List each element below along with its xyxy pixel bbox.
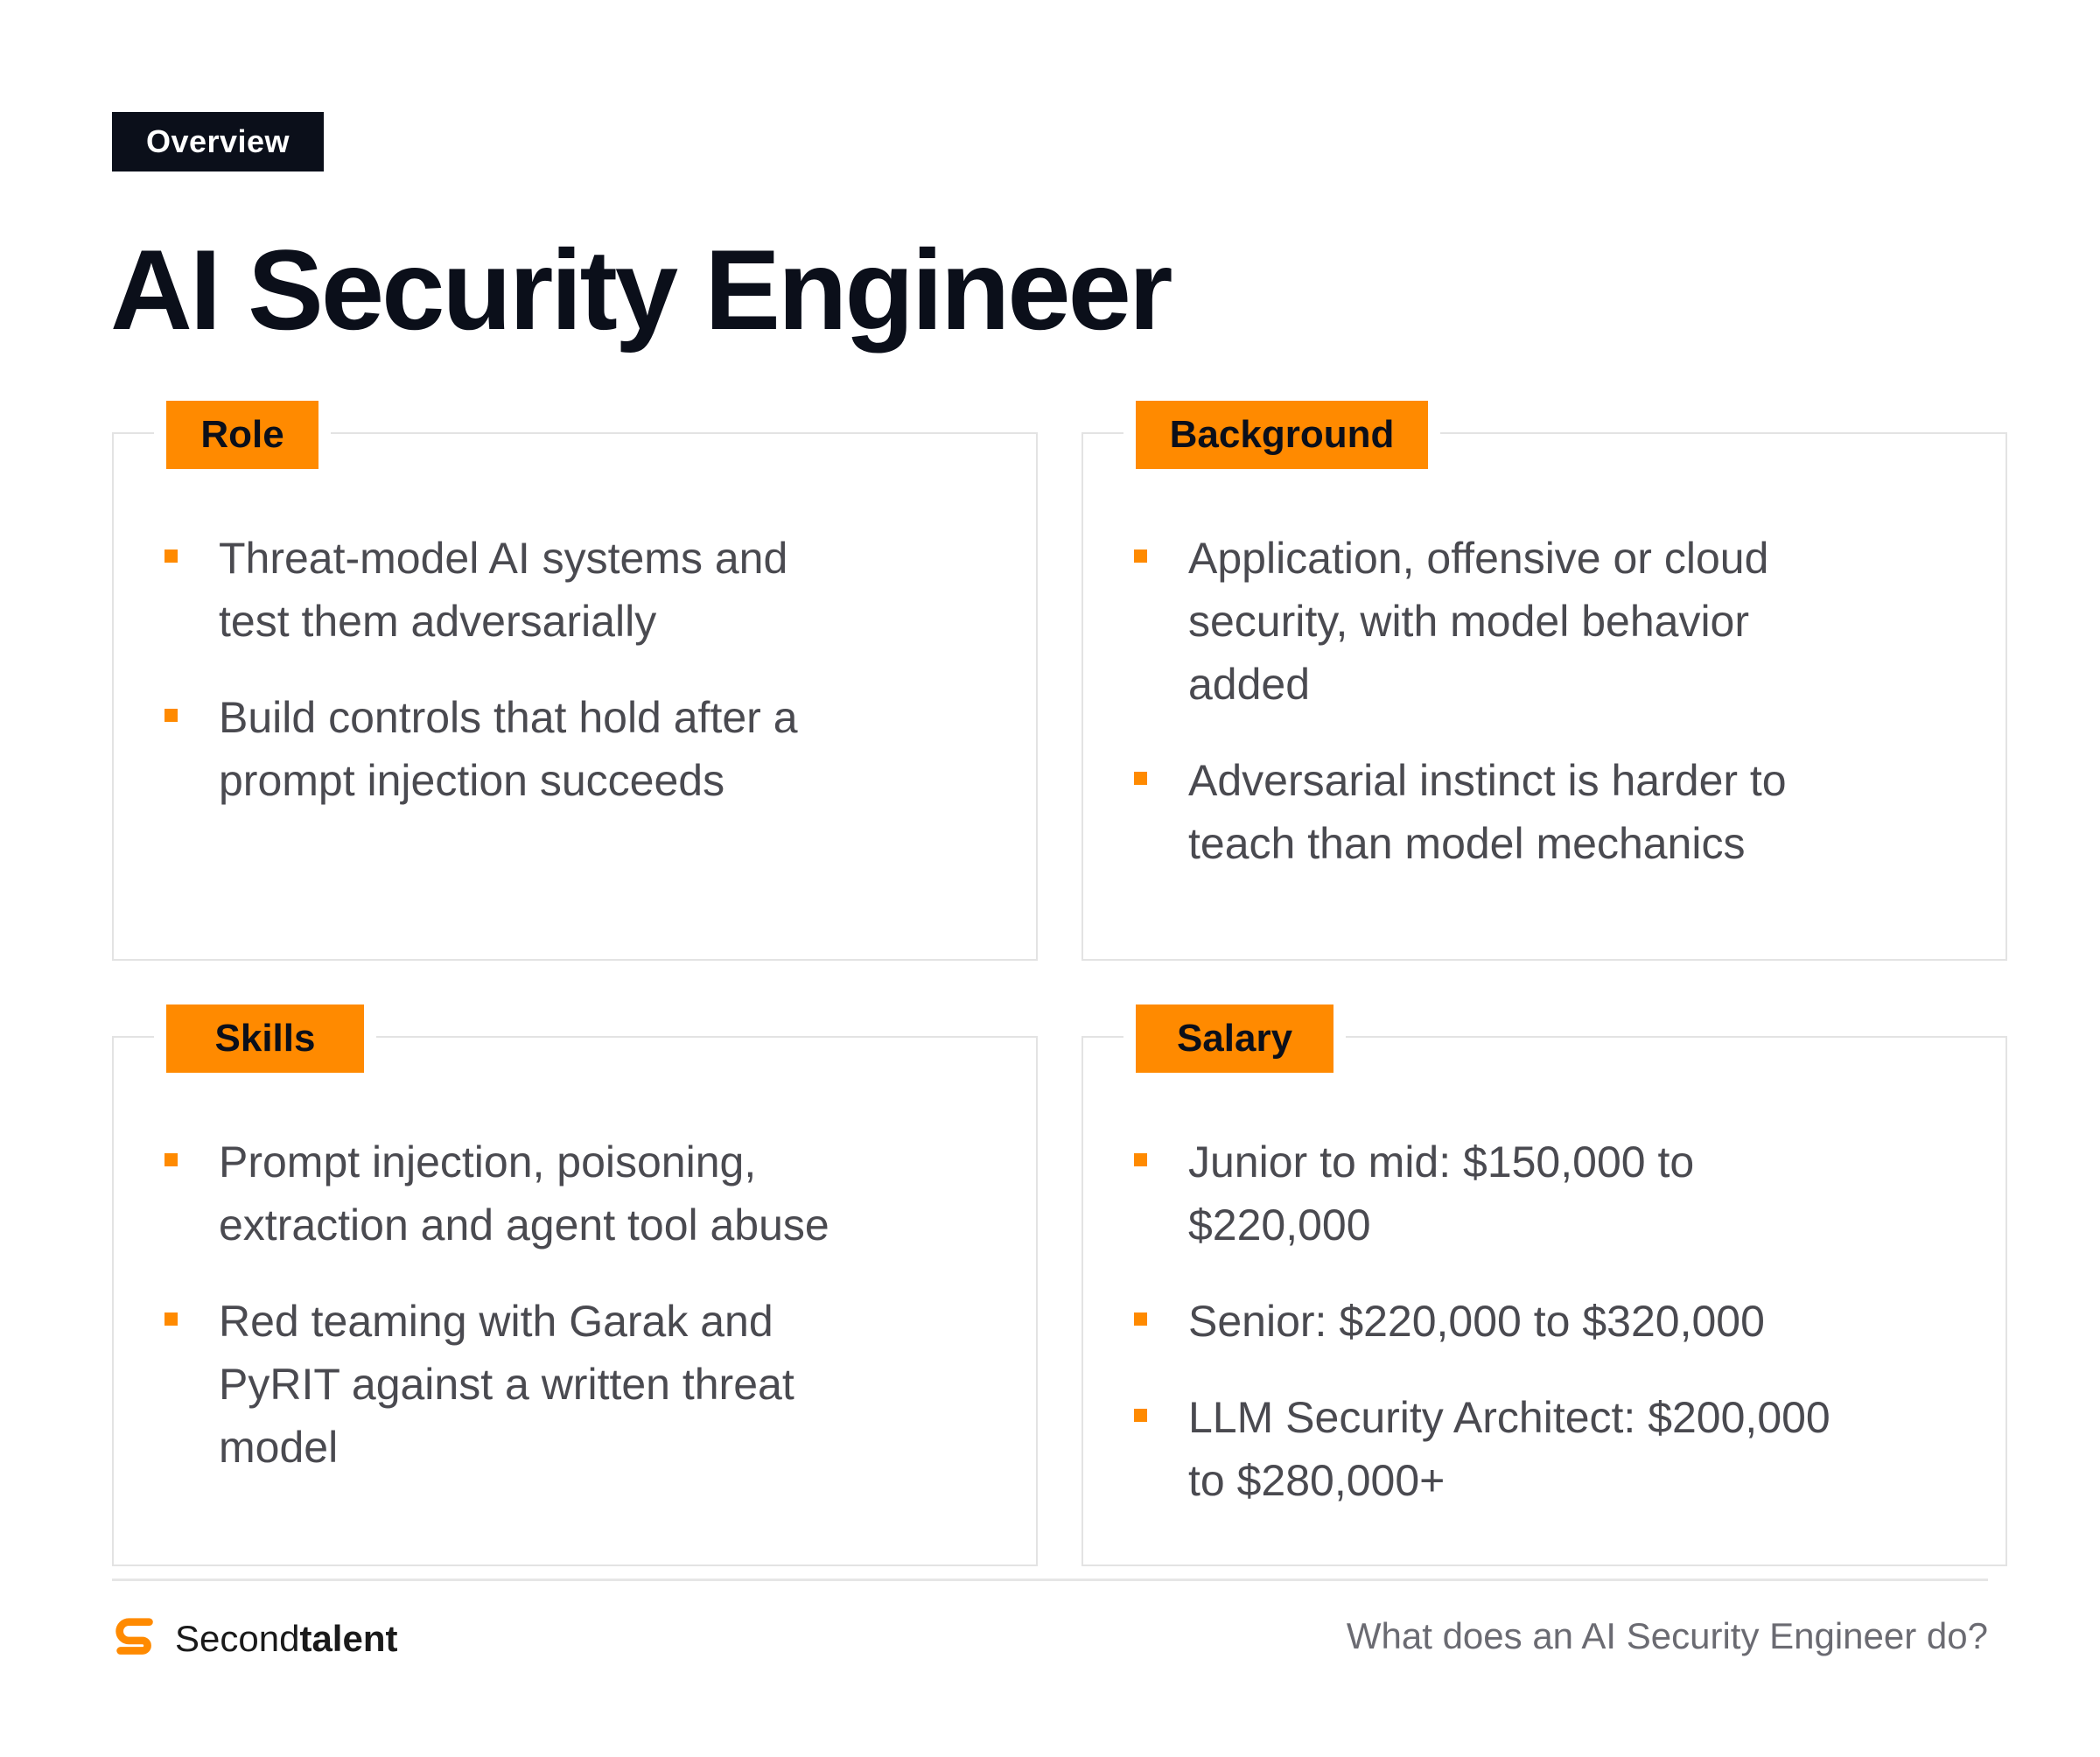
- bullet-icon: [164, 550, 178, 563]
- list-item: LLM Security Architect: $200,000 to $280,000+: [1134, 1386, 1874, 1512]
- background-label: Background: [1136, 401, 1428, 469]
- list-item: Application, offensive or cloud security, with model behavior added: [1134, 527, 1866, 716]
- footer-divider: [112, 1578, 1988, 1581]
- bullet-icon: [1134, 1153, 1147, 1166]
- footer-question: What does an AI Security Engineer do?: [1346, 1615, 1988, 1656]
- skills-label: Skills: [166, 1004, 364, 1073]
- background-list: [1134, 527, 1866, 908]
- role-label: Role: [166, 401, 318, 469]
- salary-label: Salary: [1136, 1004, 1334, 1073]
- page-title: AI Security Engineer: [110, 226, 1171, 354]
- secondtalent-s-logo-icon: [110, 1614, 161, 1664]
- bullet-icon: [164, 1312, 178, 1326]
- list-item: Red teaming with Garak and PyRIT against a written threat model: [164, 1290, 905, 1479]
- list-item: Threat-model AI systems and test them adversarially: [164, 527, 861, 653]
- salary-list: [1134, 1130, 1874, 1545]
- skills-card: [112, 1017, 1038, 1566]
- role-card: [112, 413, 1038, 961]
- brand-logo: [110, 1614, 397, 1664]
- salary-card: [1082, 1017, 2007, 1566]
- bullet-icon: [1134, 1312, 1147, 1326]
- overview-tag: Overview: [112, 112, 324, 172]
- skills-list: [164, 1130, 905, 1512]
- bullet-icon: [1134, 550, 1147, 563]
- background-card: [1082, 413, 2007, 961]
- list-item: Senior: $220,000 to $320,000: [1134, 1290, 1874, 1353]
- bullet-icon: [1134, 772, 1147, 785]
- bullet-icon: [164, 1153, 178, 1166]
- bullet-icon: [164, 709, 178, 722]
- list-item: Junior to mid: $150,000 to $220,000: [1134, 1130, 1874, 1256]
- role-list: [164, 527, 861, 845]
- brand-name: Secondtalent: [175, 1618, 398, 1659]
- list-item: Build controls that hold after a prompt injection succeeds: [164, 686, 861, 812]
- bullet-icon: [1134, 1409, 1147, 1422]
- list-item: Adversarial instinct is harder to teach than model mechanics: [1134, 749, 1866, 875]
- list-item: Prompt injection, poisoning, extraction and agent tool abuse: [164, 1130, 905, 1256]
